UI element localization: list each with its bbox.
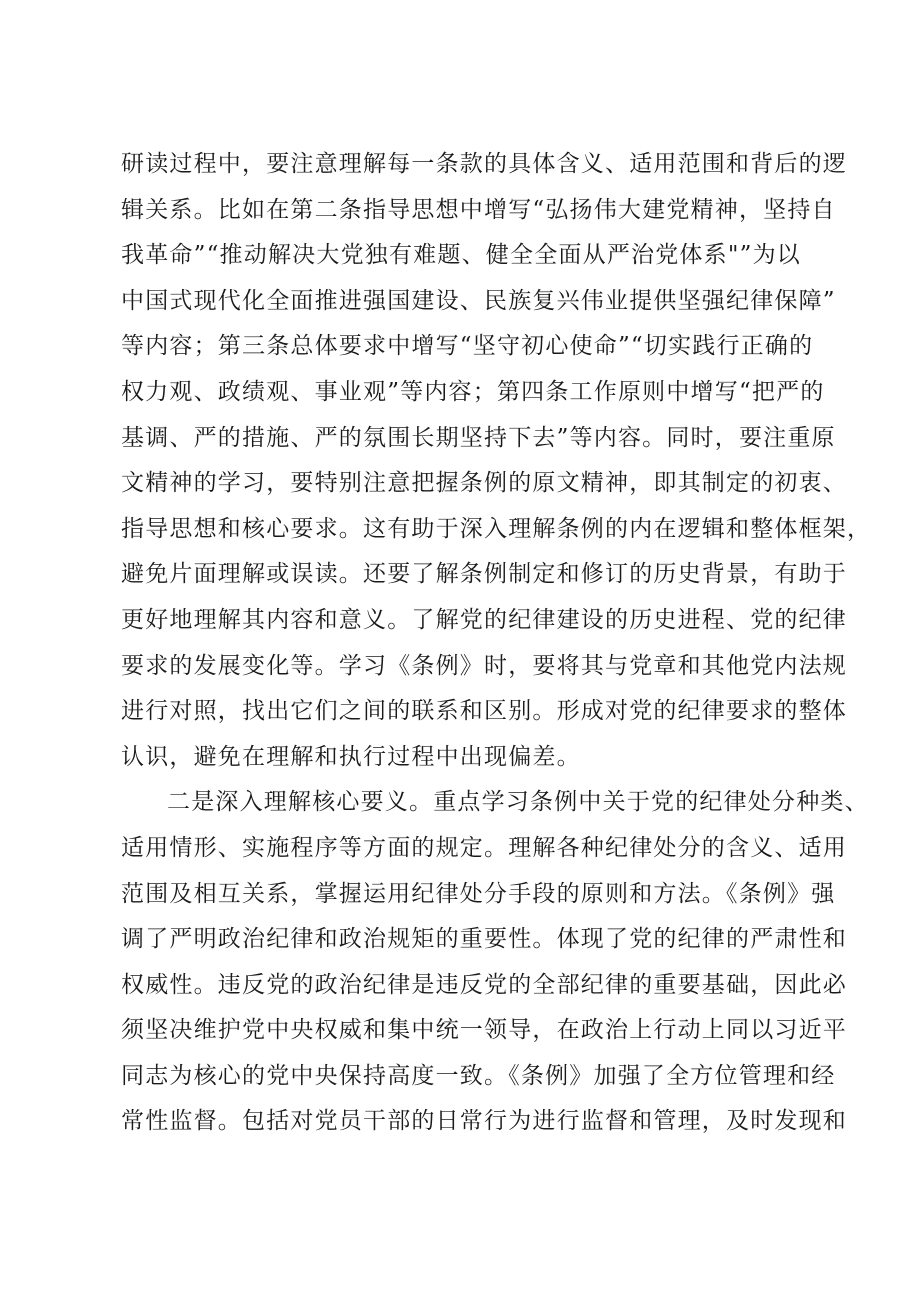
paragraph-line: 进行对照，找出它们之间的联系和区别。形成对党的纪律要求的整体: [121, 698, 847, 725]
paragraph-line: 研读过程中，要注意理解每一条款的具体含义、适用范围和背后的逻: [121, 151, 847, 177]
paragraph-line: 二是深入理解核心要义。重点学习条例中关于党的纪律处分种类、: [167, 789, 869, 816]
paragraph-line: 更好地理解其内容和意义。了解党的纪律建设的历史进程、党的纪律: [121, 606, 847, 633]
paragraph-line: 辑关系。比如在第二条指导思想中增写“弘扬伟大建党精神，坚持自: [121, 196, 836, 223]
paragraph-line: 适用情形、实施程序等方面的规定。理解各种纪律处分的含义、适用: [121, 834, 847, 861]
paragraph-line: 要求的发展变化等。学习《条例》时，要将其与党章和其他党内法规: [121, 652, 847, 679]
paragraph-line: 基调、严的措施、严的氛围长期坚持下去”等内容。同时，要注重原: [121, 424, 836, 451]
paragraph-line: 常性监督。包括对党员干部的日常行为进行监督和管理，及时发现和: [121, 1108, 847, 1135]
paragraph-line: 同志为核心的党中央保持高度一致。《条例》加强了全方位管理和经: [121, 1062, 836, 1089]
paragraph-1: [121, 142, 872, 780]
paragraph-line: 指导思想和核心要求。这有助于深入理解条例的内在逻辑和整体框架，: [121, 515, 872, 542]
document-body: [121, 142, 872, 1145]
paragraph-line: 调了严明政治纪律和政治规矩的重要性。体现了党的纪律的严肃性和: [121, 926, 847, 953]
paragraph-line: 范围及相互关系，掌握运用纪律处分手段的原则和方法。《条例》强: [121, 880, 836, 907]
paragraph-line: 权力观、政绩观、事业观”等内容；第四条工作原则中增写“把严的: [121, 378, 825, 405]
paragraph-2: [121, 780, 869, 1145]
paragraph-line: 避免片面理解或误读。还要了解条例制定和修订的历史背景，有助于: [121, 561, 847, 588]
paragraph-line: 文精神的学习，要特别注意把握条例的原文精神，即其制定的初衷、: [121, 470, 847, 497]
paragraph-line: 中国式现代化全面推进强国建设、民族复兴伟业提供坚强纪律保障”: [121, 287, 836, 314]
paragraph-line: 等内容；第三条总体要求中增写“坚守初心使命”“切实践行正确的: [121, 333, 814, 360]
paragraph-line: 我革命”“推动解决大党独有难题、健全全面从严治党体系"”为以: [121, 242, 801, 269]
paragraph-line: 权威性。违反党的政治纪律是违反党的全部纪律的重要基础，因此必: [121, 971, 847, 998]
paragraph-line: 认识，避免在理解和执行过程中出现偏差。: [121, 743, 581, 770]
paragraph-line: 须坚决维护党中央权威和集中统一领导，在政治上行动上同以习近平: [121, 1017, 847, 1044]
